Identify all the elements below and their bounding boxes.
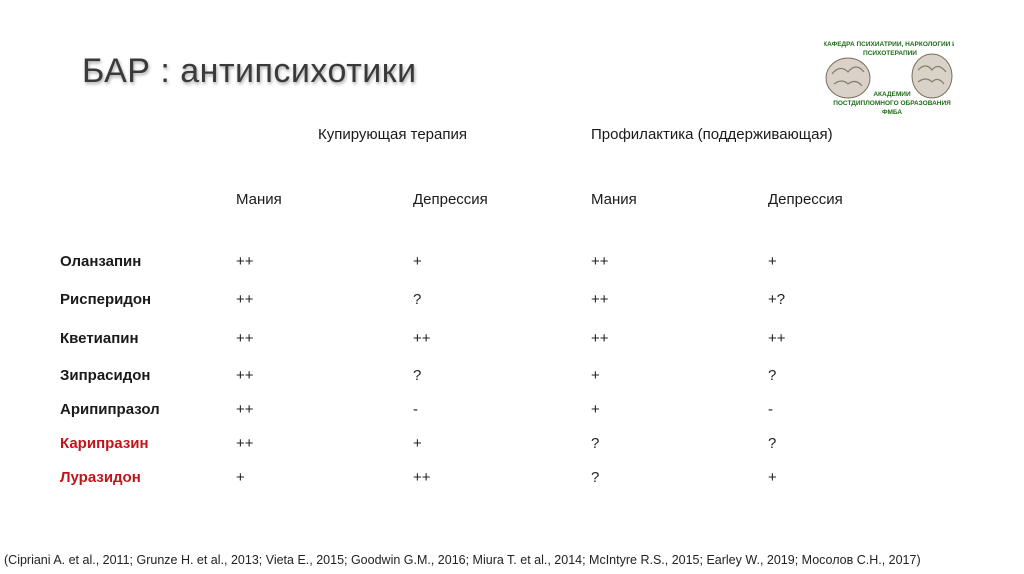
cell-depression-acute: ?: [413, 367, 422, 384]
cell-depression-maintenance: +?: [768, 291, 786, 308]
table-row: [0, 330, 1024, 354]
subheader-mania-maintenance: Мания: [591, 191, 637, 208]
cell-depression-acute: ?: [413, 291, 422, 308]
cell-mania-acute: ++: [236, 401, 254, 418]
cell-mania-acute: ++: [236, 330, 254, 347]
cell-mania-maintenance: ++: [591, 253, 609, 270]
cell-depression-acute: ++: [413, 330, 431, 347]
logo-text-line5: ФМБА: [881, 109, 903, 116]
drug-name: Зипрасидон: [60, 367, 151, 384]
cell-mania-acute: ++: [236, 253, 254, 270]
cell-depression-maintenance: ?: [768, 367, 777, 384]
cell-mania-acute: +: [236, 469, 245, 486]
cell-depression-maintenance: -: [768, 401, 773, 418]
cell-depression-maintenance: ++: [768, 330, 786, 347]
cell-depression-maintenance: +: [768, 253, 777, 270]
cell-mania-acute: ++: [236, 435, 254, 452]
drug-name: Оланзапин: [60, 253, 142, 270]
logo-text-line1: КАФЕДРА ПСИХИАТРИИ, НАРКОЛОГИИ И: [824, 41, 954, 48]
drug-name: Карипразин: [60, 435, 149, 452]
drug-name: Рисперидон: [60, 291, 152, 308]
table-row: [0, 435, 1024, 459]
cell-depression-maintenance: +: [768, 469, 777, 486]
table-row: [0, 469, 1024, 493]
cell-mania-maintenance: ++: [591, 291, 609, 308]
table-row: [0, 291, 1024, 315]
cell-mania-maintenance: +: [591, 367, 600, 384]
drug-name: Луразидон: [60, 469, 141, 486]
cell-mania-maintenance: ?: [591, 435, 600, 452]
logo-text-line4: ПОСТДИПЛОМНОГО ОБРАЗОВАНИЯ: [833, 100, 951, 107]
table-row: [0, 401, 1024, 425]
slide-title: БАР : антипсихотики: [82, 52, 417, 90]
subheader-mania-acute: Мания: [236, 191, 282, 208]
subheader-depression-acute: Депрессия: [413, 191, 488, 208]
drug-name: Арипипразол: [60, 401, 160, 418]
header-maintenance: Профилактика (поддерживающая): [591, 126, 833, 143]
cell-depression-maintenance: ?: [768, 435, 777, 452]
brain-icon: [824, 36, 954, 120]
subheader-depression-maintenance: Депрессия: [768, 191, 843, 208]
cell-mania-maintenance: ?: [591, 469, 600, 486]
cell-mania-maintenance: +: [591, 401, 600, 418]
cell-mania-acute: ++: [236, 291, 254, 308]
cell-mania-maintenance: ++: [591, 330, 609, 347]
table-row: [0, 367, 1024, 391]
cell-mania-acute: ++: [236, 367, 254, 384]
cell-depression-acute: +: [413, 253, 422, 270]
department-logo: [824, 36, 954, 120]
cell-depression-acute: ++: [413, 469, 431, 486]
logo-text-line2: ПСИХОТЕРАПИИ: [863, 50, 917, 57]
references: (Cipriani A. et al., 2011; Grunze H. et al., 2013; Vieta E., 2015; Goodwin G.M., 2016; Miura T. et al., 2014; McIntyre R.S., 2015; Earley W., 2019; Мосолов С.Н., 2017): [4, 553, 921, 567]
logo-text-line3: АКАДЕМИИ: [873, 91, 911, 98]
cell-depression-acute: -: [413, 401, 418, 418]
header-acute-therapy: Купирующая терапия: [318, 126, 467, 143]
drug-name: Кветиапин: [60, 330, 139, 347]
cell-depression-acute: +: [413, 435, 422, 452]
table-row: [0, 253, 1024, 277]
